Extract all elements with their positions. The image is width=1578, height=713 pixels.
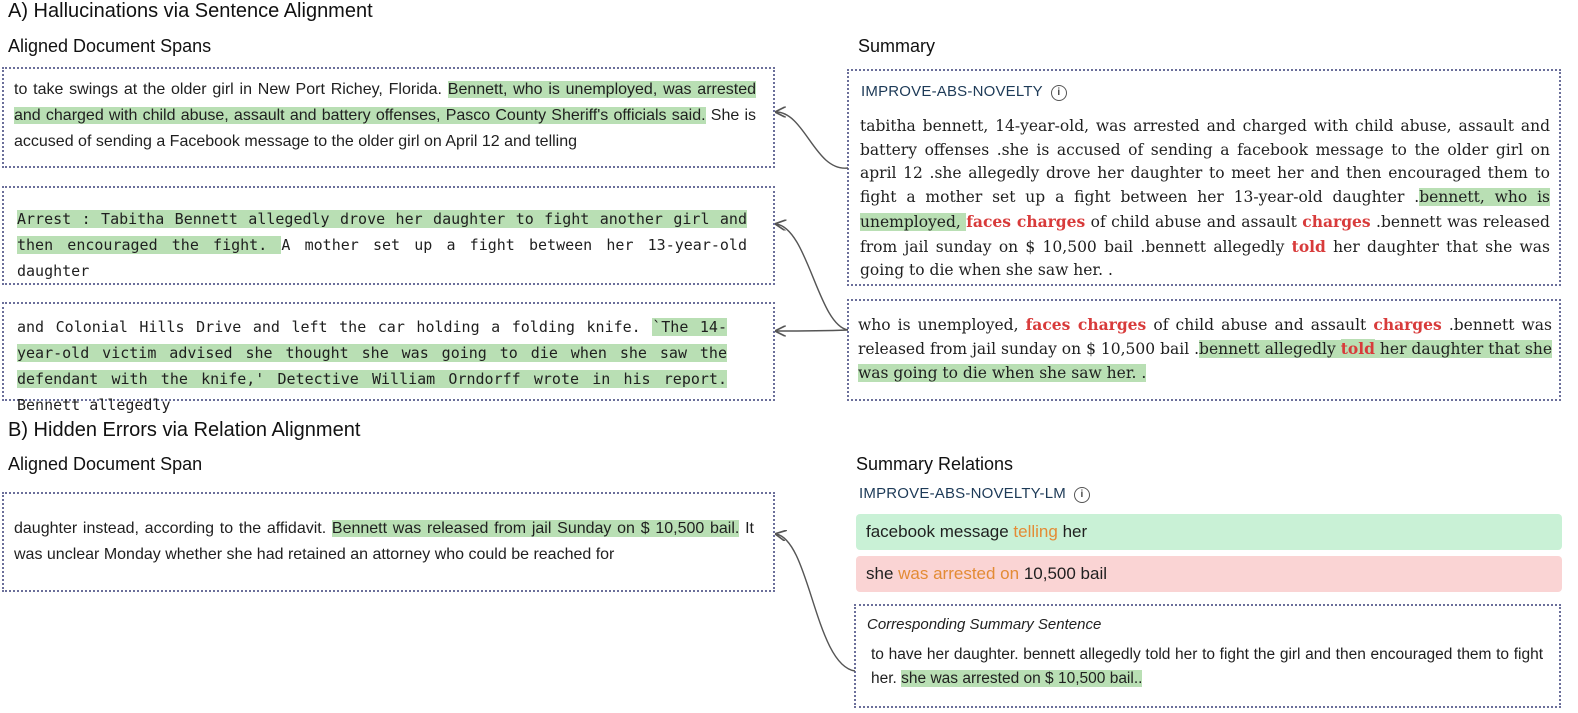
summary-t4: her daughter that she was going to die when she saw her. . (860, 237, 1550, 280)
doc-span-1-pre: to take swings at the older girl in New Port Richey, Florida. (14, 81, 448, 98)
doc-span-1-highlight: Bennett, who is unemployed, was arrested and charged with child abuse, assault and battery offenses, Pasco County Sheriff's officials said. (14, 81, 756, 124)
relation-1-predicate: telling (1013, 522, 1058, 541)
summary-t3: .bennett was released from jail sunday on $ 10,500 bail .bennett allegedly (860, 212, 1550, 256)
summary-error-2: charges (1302, 211, 1371, 231)
summary-zoom-error-2: charges (1373, 315, 1442, 334)
summary-zoom-highlight-2: her daughter that she was going to die when she saw her. . (858, 340, 1552, 382)
doc-span-b-highlight: Bennett was released from jail Sunday on $ 10,500 bail. (331, 520, 740, 537)
summary-zoom-t3: .bennett was released from jail sunday on $ 10,500 bail . (858, 316, 1553, 358)
arrow-summary-to-span-1 (776, 112, 848, 168)
relation-1-subject: facebook message (866, 522, 1014, 541)
system-name-a-label: IMPROVE-ABS-NOVELTY (861, 83, 1043, 100)
section-b-title: B) Hidden Errors via Relation Alignment (8, 419, 361, 441)
summary-highlight-1: bennett, who is unemployed, (860, 188, 1551, 231)
summary-t1: tabitha bennett, 14-year-old, was arrested and charged with child abuse, assault and battery offenses .she is accused of sending a facebook message to the older girl on april 12 .she allegedly drove her daughter to meet her and then encouraged them to fight a mother set up a fight between her 13-year-old daughter . (860, 117, 1550, 207)
summary-error-3: told (1291, 236, 1326, 256)
doc-span-b-post: It was unclear Monday whether she had retained an attorney who could be reached for (14, 520, 754, 563)
info-icon[interactable]: i (1051, 85, 1067, 101)
info-icon[interactable]: i (1074, 487, 1090, 503)
doc-span-2-post: A mother set up a fight between her 13-year-old daughter (17, 236, 747, 280)
arrow-sentence-to-span-b (776, 534, 855, 671)
system-name-b-label: IMPROVE-ABS-NOVELTY-LM (859, 485, 1066, 502)
doc-span-2-highlight: Arrest : Tabitha Bennett allegedly drove her daughter to fight another girl and then encouraged the fight. (17, 210, 747, 254)
summary-error-1: faces charges (966, 211, 1086, 231)
corresponding-pre: to have her daughter. bennett allegedly told her to fight the girl and then encouraged them to fight her. (871, 646, 1543, 687)
arrow-zoom-to-span-3 (776, 330, 848, 331)
corresponding-label: Corresponding Summary Sentence (867, 616, 1102, 633)
doc-span-1-post: She is accused of sending a Facebook message to the older girl on April 12 and telling (14, 107, 756, 150)
summary-t2: of child abuse and assault (1085, 212, 1303, 231)
arrow-zoom-to-span-2 (776, 224, 848, 330)
relation-2-subject: she (866, 564, 899, 583)
relation-1-object: her (1057, 522, 1088, 541)
summary-zoom-t1: who is unemployed, (858, 316, 1026, 334)
summary-relations-title: Summary Relations (856, 454, 1014, 474)
summary-zoom-error-3: told (1340, 339, 1375, 358)
corresponding-highlight: she was arrested on $ 10,500 bail.. (901, 670, 1143, 687)
doc-span-3-highlight: `The 14-year-old victim advised she thought she was going to die when she saw the defendant with the knife,' Detective William Orndorff wrote in his report. (17, 318, 727, 388)
section-a-title: A) Hallucinations via Sentence Alignment (8, 0, 373, 22)
relation-2-object: 10,500 bail (1019, 564, 1107, 583)
summary-zoom-error-1: faces charges (1025, 315, 1147, 334)
doc-span-3-post: Bennett allegedly (17, 396, 171, 414)
summary-zoom-highlight-1: bennett allegedly (1199, 340, 1341, 358)
relation-2-predicate: was arrested on (898, 564, 1020, 583)
aligned-span-title: Aligned Document Span (8, 454, 203, 474)
doc-span-b-pre: daughter instead, according to the affidavit. (14, 520, 332, 537)
aligned-spans-title: Aligned Document Spans (8, 36, 212, 56)
doc-span-3-pre: and Colonial Hills Drive and left the car holding a folding knife. (17, 318, 653, 336)
summary-zoom-t2: of child abuse and assault (1146, 316, 1374, 334)
summary-title: Summary (858, 36, 936, 56)
